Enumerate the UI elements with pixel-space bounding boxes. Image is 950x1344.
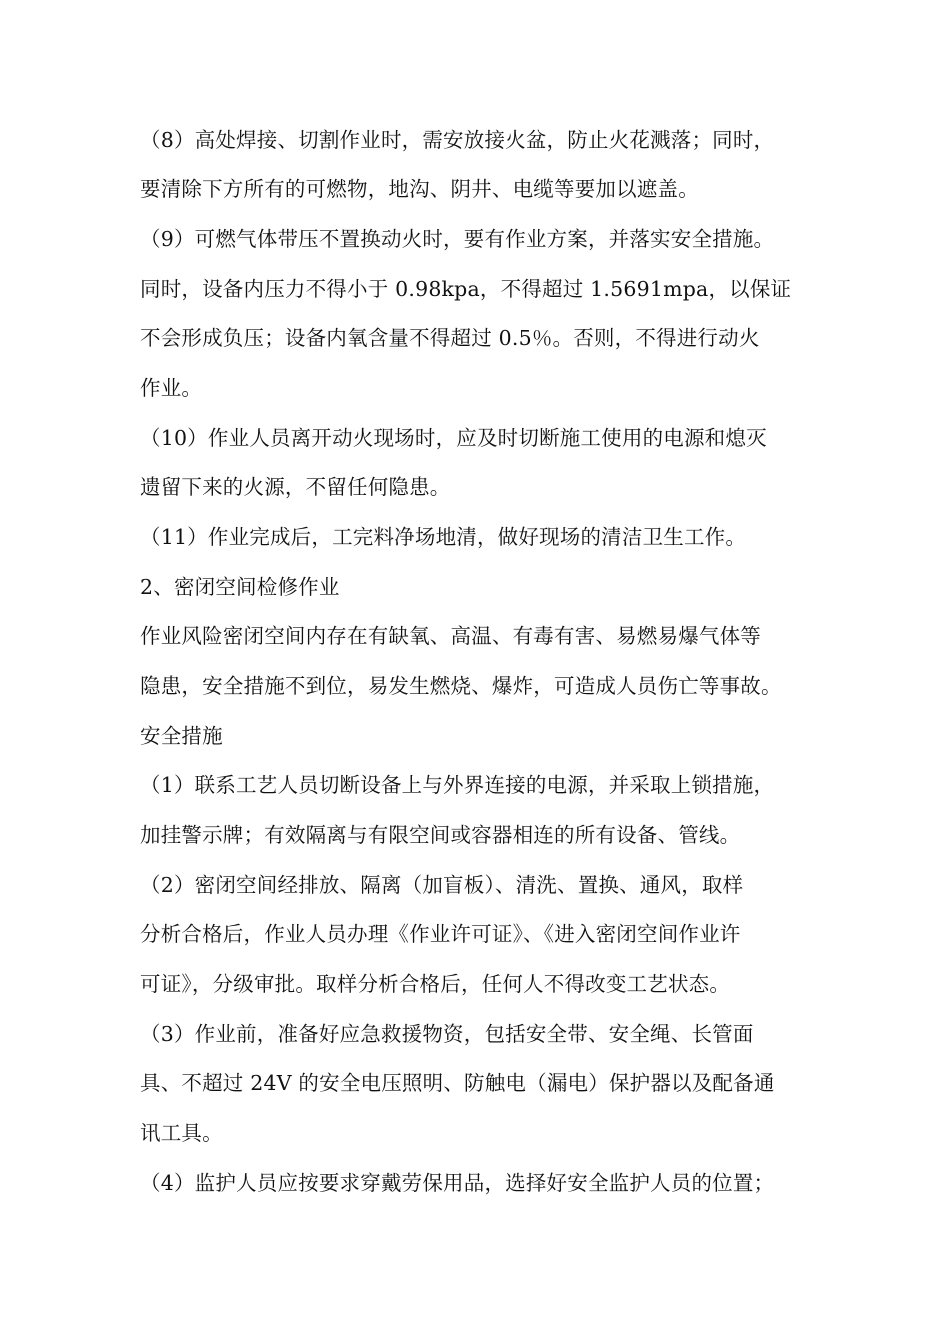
measure-3-line-2: 具、不超过 24V 的安全电压照明、防触电（漏电）保护器以及配备通 (140, 1071, 775, 1095)
measure-4-line-1: （4）监护人员应按要求穿戴劳保用品，选择好安全监护人员的位置； (140, 1171, 775, 1195)
measure-2-line-3: 可证》，分级审批。取样分析合格后，任何人不得改变工艺状态。 (140, 972, 731, 996)
paragraph-9-line-4: 作业。 (140, 376, 203, 400)
risk-paragraph-line-2: 隐患，安全措施不到位，易发生燃烧、爆炸，可造成人员伤亡等事故。 (140, 674, 782, 698)
paragraph-11: （11）作业完成后，工完料净场地清，做好现场的清洁卫生工作。 (140, 525, 747, 549)
paragraph-9-line-3: 不会形成负压；设备内氧含量不得超过 0.5％。否则，不得进行动火 (140, 326, 760, 350)
measure-3-line-1: （3）作业前，准备好应急救援物资，包括安全带、安全绳、长管面 (140, 1022, 754, 1046)
paragraph-9-line-1: （9）可燃气体带压不置换动火时，要有作业方案，并落实安全措施。 (140, 227, 775, 251)
measures-heading: 安全措施 (140, 724, 223, 748)
measure-2-line-2: 分析合格后，作业人员办理《作业许可证》、《进入密闭空间作业许 (140, 922, 741, 946)
paragraph-8-line-1: （8）高处焊接、切割作业时，需安放接火盆，防止火花溅落；同时， (140, 128, 775, 152)
measure-3-line-3: 讯工具。 (140, 1121, 223, 1145)
paragraph-10-line-2: 遗留下来的火源，不留任何隐患。 (140, 475, 451, 499)
measure-2-line-1: （2）密闭空间经排放、隔离（加盲板）、清洗、置换、通风，取样 (140, 873, 744, 897)
paragraph-8-line-2: 要清除下方所有的可燃物，地沟、阴井、电缆等要加以遮盖。 (140, 177, 699, 201)
paragraph-9-line-2: 同时，设备内压力不得小于 0.98kpa，不得超过 1.5691mpa，以保证 (140, 277, 792, 301)
paragraph-10-line-1: （10）作业人员离开动火现场时，应及时切断施工使用的电源和熄灭 (140, 426, 767, 450)
risk-paragraph-line-1: 作业风险密闭空间内存在有缺氧、高温、有毒有害、易燃易爆气体等 (140, 624, 761, 648)
measure-1-line-2: 加挂警示牌；有效隔离与有限空间或容器相连的所有设备、管线。 (140, 823, 741, 847)
section-heading: 2、密闭空间检修作业 (140, 575, 340, 599)
measure-1-line-1: （1）联系工艺人员切断设备上与外界连接的电源，并采取上锁措施， (140, 773, 775, 797)
